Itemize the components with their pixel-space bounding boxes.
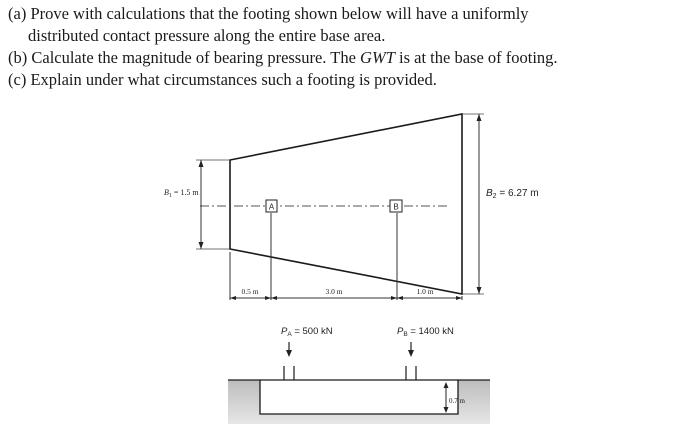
dim-left-label: 0.5 m — [241, 287, 259, 296]
b2-label: $B_2 = 6.27$ m — [486, 188, 539, 200]
column-a-label: A — [268, 202, 275, 212]
question-a-line2: distributed contact pressure along the entire base area. — [28, 26, 386, 45]
question-c: (c) Explain under what circumstances such a footing is provided. — [8, 70, 437, 89]
pb-label: $P_B = 1400$ kN — [397, 326, 454, 338]
b1-dimension — [164, 160, 230, 249]
footing-section — [228, 366, 490, 424]
pa-label: $P_A = 500$ kN — [281, 326, 333, 338]
trapezoid-footing-plan — [230, 114, 462, 294]
load-pb — [397, 326, 454, 357]
pb-arrow-icon — [408, 350, 414, 357]
gwt-abbreviation: GWT — [360, 48, 395, 67]
question-b-suffix: is at the base of footing. — [394, 48, 558, 67]
depth-label: 0.7 m — [449, 397, 465, 405]
column-b-marker — [390, 200, 402, 212]
load-pa — [281, 326, 333, 357]
pa-arrow-icon — [286, 350, 292, 357]
b1-label: $B_1 = 1.5$ m — [164, 188, 199, 199]
dim-right-label: 1.0 m — [416, 287, 434, 296]
b2-dimension — [462, 114, 539, 294]
column-a-marker — [266, 200, 277, 212]
column-b-label: B — [393, 202, 399, 212]
question-a-line1: (a) Prove with calculations that the footing shown below will have a uniformly — [8, 4, 529, 23]
dim-mid-label: 3.0 m — [325, 287, 343, 296]
length-dimensions — [230, 287, 462, 300]
question-b-prefix: (b) Calculate the magnitude of bearing pressure. The — [8, 48, 361, 67]
